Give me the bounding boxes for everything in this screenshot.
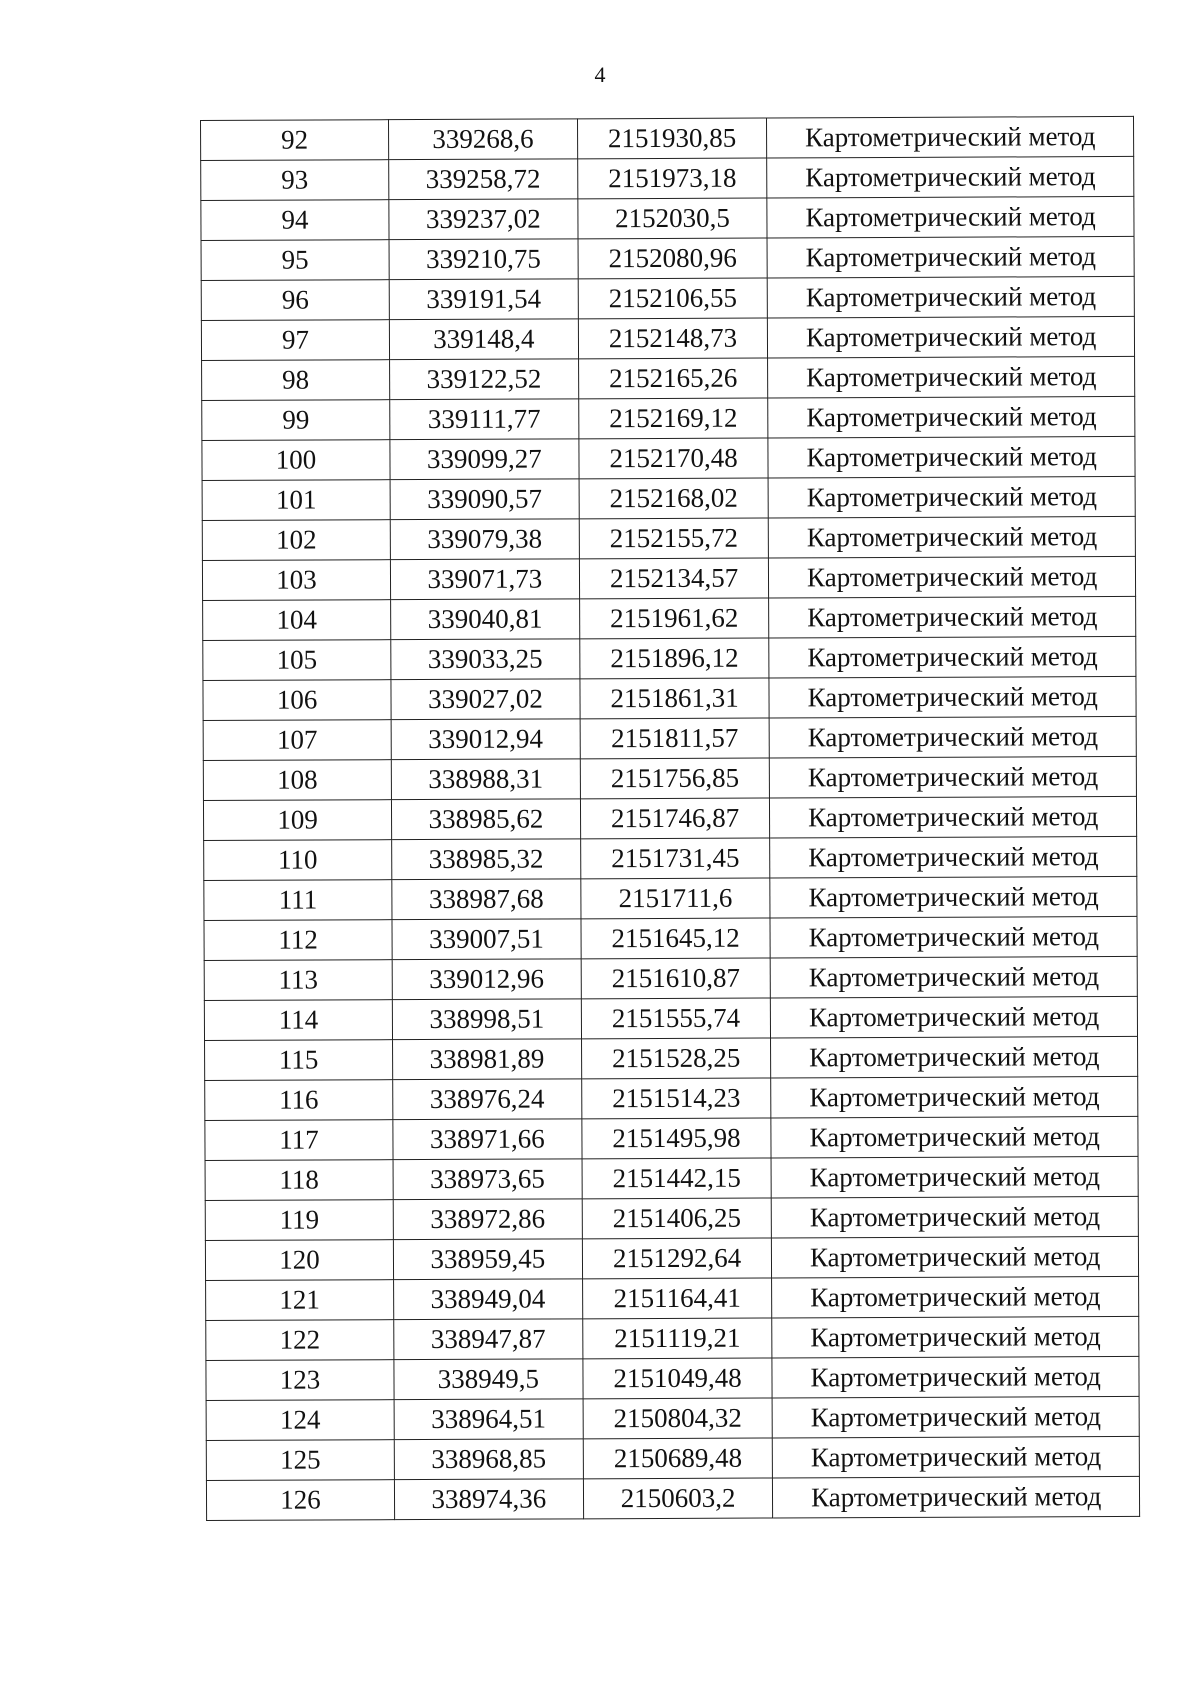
method-cell: Картометрический метод [768,356,1135,398]
x-coordinate-cell: 338988,31 [391,759,580,800]
y-coordinate-cell: 2152155,72 [579,518,769,559]
point-number-cell: 113 [204,960,392,1001]
x-coordinate-cell: 339079,38 [390,519,579,560]
table-row [206,1316,1139,1360]
point-number-cell: 121 [206,1280,394,1321]
x-coordinate-cell: 338981,89 [393,1039,582,1080]
method-cell: Картометрический метод [771,1076,1138,1118]
x-coordinate-cell: 338971,66 [393,1119,582,1160]
method-cell: Картометрический метод [771,956,1138,998]
method-cell: Картометрический метод [772,1196,1139,1238]
x-coordinate-cell: 339027,02 [391,679,580,720]
x-coordinate-cell: 339040,81 [391,599,580,640]
method-cell: Картометрический метод [769,676,1136,718]
x-coordinate-cell: 338947,87 [394,1319,583,1360]
x-coordinate-cell: 338959,45 [393,1239,582,1280]
table-row [205,1196,1138,1240]
table-row [202,396,1135,440]
point-number-cell: 104 [203,600,391,641]
y-coordinate-cell: 2151610,87 [581,958,771,999]
method-cell: Картометрический метод [772,1396,1139,1438]
point-number-cell: 96 [201,280,389,321]
table-row [203,716,1136,760]
method-cell: Картометрический метод [772,1236,1139,1278]
method-cell: Картометрический метод [768,436,1135,478]
method-cell: Картометрический метод [770,756,1137,798]
y-coordinate-cell: 2151514,23 [581,1078,771,1119]
point-number-cell: 120 [205,1240,393,1281]
coordinates-table-body [201,116,1140,1520]
point-number-cell: 109 [203,800,391,841]
x-coordinate-cell: 338998,51 [392,999,581,1040]
point-number-cell: 118 [205,1160,393,1201]
x-coordinate-cell: 338964,51 [394,1399,583,1440]
point-number-cell: 103 [202,560,390,601]
table-row [206,1276,1139,1320]
point-number-cell: 94 [201,200,389,241]
point-number-cell: 110 [204,840,392,881]
point-number-cell: 100 [202,440,390,481]
y-coordinate-cell: 2151896,12 [580,638,770,679]
method-cell: Картометрический метод [767,156,1134,198]
y-coordinate-cell: 2152148,73 [578,318,768,359]
y-coordinate-cell: 2152168,02 [579,478,769,519]
y-coordinate-cell: 2151731,45 [580,838,770,879]
table-row [202,556,1135,600]
method-cell: Картометрический метод [772,1356,1139,1398]
table-row [202,476,1135,520]
y-coordinate-cell: 2151645,12 [581,918,771,959]
table-row [202,356,1135,400]
method-cell: Картометрический метод [770,836,1137,878]
point-number-cell: 111 [204,880,392,921]
method-cell: Картометрический метод [769,596,1136,638]
table-row [202,516,1135,560]
method-cell: Картометрический метод [772,1276,1139,1318]
table-row [201,116,1134,160]
method-cell: Картометрический метод [769,716,1136,758]
x-coordinate-cell: 339210,75 [389,239,578,280]
method-cell: Картометрический метод [768,276,1135,318]
method-cell: Картометрический метод [768,476,1135,518]
table-row [201,236,1134,280]
method-cell: Картометрический метод [768,396,1135,438]
y-coordinate-cell: 2151930,85 [577,118,767,159]
table-row [205,1236,1138,1280]
y-coordinate-cell: 2151746,87 [580,798,770,839]
x-coordinate-cell: 338976,24 [393,1079,582,1120]
point-number-cell: 115 [205,1040,393,1081]
table-row [204,956,1137,1000]
x-coordinate-cell: 339268,6 [389,119,578,160]
table-row [204,996,1137,1040]
x-coordinate-cell: 338985,32 [392,839,581,880]
y-coordinate-cell: 2151292,64 [582,1238,772,1279]
table-row [204,916,1137,960]
method-cell: Картометрический метод [771,996,1138,1038]
point-number-cell: 116 [205,1080,393,1121]
point-number-cell: 112 [204,920,392,961]
method-cell: Картометрический метод [770,876,1137,918]
x-coordinate-cell: 339071,73 [390,559,579,600]
table-row [203,596,1136,640]
y-coordinate-cell: 2151756,85 [580,758,770,799]
x-coordinate-cell: 338949,5 [394,1359,583,1400]
point-number-cell: 117 [205,1120,393,1161]
page-number: 4 [594,62,606,87]
point-number-cell: 114 [204,1000,392,1041]
table-row [203,796,1136,840]
y-coordinate-cell: 2152165,26 [578,358,768,399]
method-cell: Картометрический метод [769,556,1136,598]
x-coordinate-cell: 338972,86 [393,1199,582,1240]
point-number-cell: 125 [206,1440,394,1481]
table-row [206,1436,1139,1480]
y-coordinate-cell: 2151164,41 [582,1278,772,1319]
y-coordinate-cell: 2151555,74 [581,998,771,1039]
coordinates-table [200,116,1140,1521]
x-coordinate-cell: 339007,51 [392,919,581,960]
table-row [205,1036,1138,1080]
table-row [201,156,1134,200]
y-coordinate-cell: 2152106,55 [578,278,768,319]
point-number-cell: 99 [202,400,390,441]
point-number-cell: 92 [201,120,389,161]
table-row [206,1356,1139,1400]
point-number-cell: 93 [201,160,389,201]
point-number-cell: 122 [206,1320,394,1361]
y-coordinate-cell: 2152134,57 [579,558,769,599]
y-coordinate-cell: 2151861,31 [580,678,770,719]
x-coordinate-cell: 339122,52 [390,359,579,400]
y-coordinate-cell: 2151495,98 [582,1118,772,1159]
table-row [206,1476,1139,1520]
x-coordinate-cell: 338987,68 [392,879,581,920]
x-coordinate-cell: 339012,94 [391,719,580,760]
x-coordinate-cell: 339258,72 [389,159,578,200]
point-number-cell: 123 [206,1360,394,1401]
point-number-cell: 107 [203,720,391,761]
x-coordinate-cell: 338968,85 [394,1439,583,1480]
point-number-cell: 101 [202,480,390,521]
point-number-cell: 106 [203,680,391,721]
y-coordinate-cell: 2151442,15 [582,1158,772,1199]
point-number-cell: 119 [205,1200,393,1241]
point-number-cell: 95 [201,240,389,281]
x-coordinate-cell: 339012,96 [392,959,581,1000]
method-cell: Картометрический метод [771,1156,1138,1198]
table-row [205,1156,1138,1200]
table-row [201,196,1134,240]
table-row [201,276,1134,320]
x-coordinate-cell: 339033,25 [391,639,580,680]
point-number-cell: 105 [203,640,391,681]
y-coordinate-cell: 2150689,48 [583,1438,773,1479]
point-number-cell: 102 [202,520,390,561]
x-coordinate-cell: 339099,27 [390,439,579,480]
method-cell: Картометрический метод [769,516,1136,558]
y-coordinate-cell: 2151049,48 [583,1358,773,1399]
x-coordinate-cell: 338974,36 [394,1479,583,1520]
point-number-cell: 97 [201,320,389,361]
y-coordinate-cell: 2151119,21 [583,1318,773,1359]
method-cell: Картометрический метод [768,316,1135,358]
method-cell: Картометрический метод [769,636,1136,678]
y-coordinate-cell: 2151406,25 [582,1198,772,1239]
x-coordinate-cell: 338973,65 [393,1159,582,1200]
table-row [203,676,1136,720]
method-cell: Картометрический метод [767,196,1134,238]
table-row [201,316,1134,360]
y-coordinate-cell: 2151973,18 [577,158,767,199]
method-cell: Картометрический метод [767,236,1134,278]
x-coordinate-cell: 338985,62 [391,799,580,840]
table-row [202,436,1135,480]
x-coordinate-cell: 339090,57 [390,479,579,520]
method-cell: Картометрический метод [773,1436,1140,1478]
point-number-cell: 124 [206,1400,394,1441]
method-cell: Картометрический метод [771,1116,1138,1158]
table-row [203,756,1136,800]
table-row [206,1396,1139,1440]
x-coordinate-cell: 339237,02 [389,199,578,240]
point-number-cell: 98 [202,360,390,401]
point-number-cell: 108 [203,760,391,801]
table-row [203,636,1136,680]
x-coordinate-cell: 339111,77 [390,399,579,440]
point-number-cell: 126 [206,1480,394,1521]
method-cell: Картометрический метод [772,1316,1139,1358]
y-coordinate-cell: 2152169,12 [578,398,768,439]
table-row [205,1076,1138,1120]
y-coordinate-cell: 2150603,2 [583,1478,773,1519]
x-coordinate-cell: 339191,54 [389,279,578,320]
method-cell: Картометрический метод [770,796,1137,838]
method-cell: Картометрический метод [767,116,1134,158]
y-coordinate-cell: 2151528,25 [581,1038,771,1079]
table-row [204,836,1137,880]
y-coordinate-cell: 2152080,96 [578,238,768,279]
y-coordinate-cell: 2152170,48 [579,438,769,479]
table-row [204,876,1137,920]
x-coordinate-cell: 338949,04 [394,1279,583,1320]
y-coordinate-cell: 2151811,57 [580,718,770,759]
x-coordinate-cell: 339148,4 [389,319,578,360]
y-coordinate-cell: 2151961,62 [579,598,769,639]
y-coordinate-cell: 2151711,6 [581,878,771,919]
y-coordinate-cell: 2150804,32 [583,1398,773,1439]
method-cell: Картометрический метод [773,1476,1140,1518]
table-row [205,1116,1138,1160]
y-coordinate-cell: 2152030,5 [578,198,768,239]
method-cell: Картометрический метод [771,1036,1138,1078]
method-cell: Картометрический метод [770,916,1137,958]
